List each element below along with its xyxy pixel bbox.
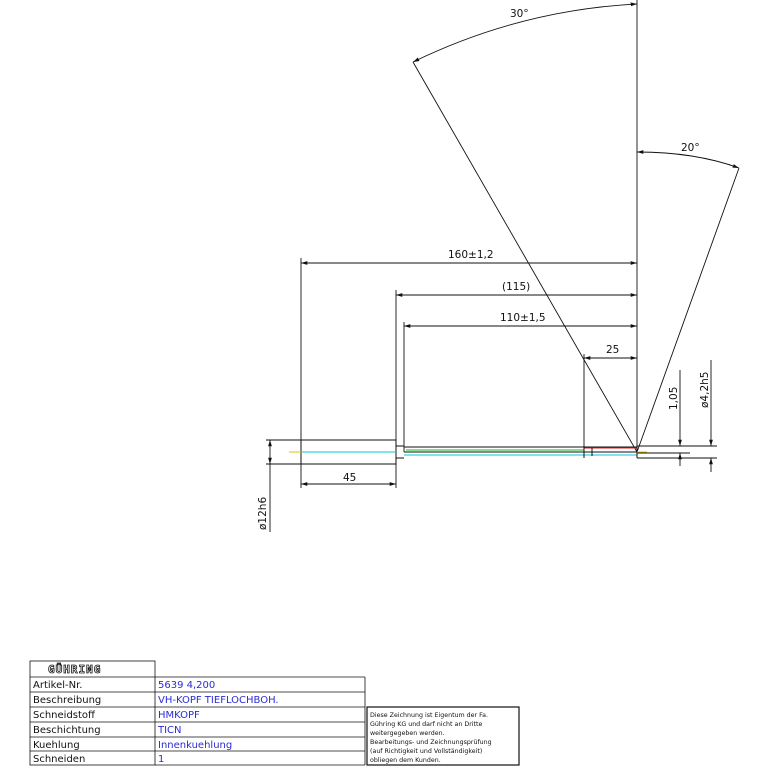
row-value-cooling: Innenkuehlung xyxy=(158,740,233,751)
note-line: Diese Zeichnung ist Eigentum der Fa. xyxy=(370,712,489,719)
title-block xyxy=(30,661,519,765)
row-value-coating: TICN xyxy=(158,725,182,736)
row-label-description: Beschreibung xyxy=(33,695,102,706)
row-value-cutting-edges: 1 xyxy=(158,754,165,765)
dim-head-dia-label: ø4,2h5 xyxy=(699,371,711,408)
dim-25-label: 25 xyxy=(606,344,620,356)
row-label-material: Schneidstoff xyxy=(33,710,95,721)
note-line: Bearbeitungs- und Zeichnungsprüfung xyxy=(370,739,492,746)
row-value-description: VH-KOPF TIEFLOCHBOH. xyxy=(158,695,279,706)
dim-shank-dia-label: ø12h6 xyxy=(257,496,269,530)
guehring-logo: GÜHRING xyxy=(48,663,102,676)
tool-body xyxy=(289,440,647,464)
dim-110-label: 110±1,5 xyxy=(500,312,546,324)
dim-45-label: 45 xyxy=(343,472,357,484)
row-label-article: Artikel-Nr. xyxy=(33,680,83,691)
length-dimensions xyxy=(301,258,637,452)
note-line: Gühring KG und darf nicht an Dritte xyxy=(370,721,483,728)
angle-20-leg xyxy=(637,168,739,452)
dim-offset-label: 1,05 xyxy=(668,386,680,410)
shank-dimensions xyxy=(266,440,396,532)
row-label-cutting-edges: Schneiden xyxy=(33,754,86,765)
angle-20-label: 20° xyxy=(681,142,700,154)
note-line: obliegen dem Kunden. xyxy=(370,757,441,764)
angle-20-arc xyxy=(637,152,739,168)
row-value-article: 5639 4,200 xyxy=(158,680,216,691)
note-line: weitergegeben werden. xyxy=(370,730,445,737)
dim-115-label: (115) xyxy=(502,281,531,293)
row-value-material: HMKOPF xyxy=(158,710,200,721)
angle-construction xyxy=(413,0,739,452)
note-line: (auf Richtigkeit und Vollständigkeit) xyxy=(370,748,483,755)
angle-30-leg xyxy=(413,62,637,452)
row-label-coating: Beschichtung xyxy=(33,725,101,736)
row-label-cooling: Kuehlung xyxy=(33,740,80,751)
dim-160-label: 160±1,2 xyxy=(448,249,494,261)
angle-30-label: 30° xyxy=(510,8,529,20)
